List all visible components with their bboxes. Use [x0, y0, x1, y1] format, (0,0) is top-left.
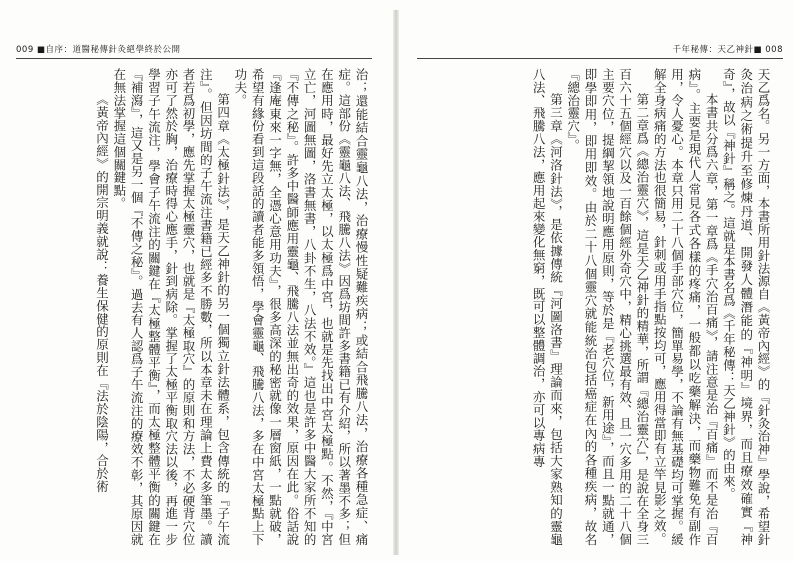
left-paragraph-3: 《黃帝內經》的開宗明義就說：養生保健的原則在『法於陰陽，合於術 [94, 93, 110, 493]
left-header-rule [16, 58, 372, 59]
right-paragraph-4: 第三章《河洛針法》，是依據傳統『河圖洛書』理論而來，包括大家熟知的靈龜八法、飛騰八法，應用起來變化無窮，既可以整體調治，亦可以專病專 [531, 68, 564, 546]
left-paragraph-2: 第四章《太極針法》，是天乙神針的另一個獨立針法體系，包含傳統的『子午流注』。但因坊間的子午流注書籍已經多不勝數，所以本章未在理論上費太多筆墨。讀者若爲初學，應先掌握太極靈穴，也就是『太極取穴』的原則和方法，不必硬背穴位亦可了然於胸，治療時得心應手，針到病除。掌握了太極平衡取穴法以後，再進一步學習子午流注，學會子午流注的關鍵在『太極整體平衡』，而太極整體平衡的關鍵在『補瀉』，這又是另一個『不傳之秘』。過去有人認爲子午流注的療效不彰，其原因就在無法掌握這個關鍵點。 [111, 68, 231, 546]
right-paragraph-2: 本書共分爲六章，第一章爲《手穴治百痛》，請注意是治『百痛』而不是治『百病』。主要是現代人常見各式各樣的疼痛，一般都以吃藥解決，而藥物難免有副作用，令人憂心。本章只用二十八個手部穴位，簡單易學，不論有無基礎均可掌握。緩解全身病痛的方法也很簡易，針刺或用手指點按均可，應用得當即有立竿見影之效。 [652, 68, 720, 546]
left-body-text [40, 68, 370, 546]
right-paragraph-1: 天乙爲名。另一方面，本書所用針法源自《黃帝內經》的『針灸治神』學說，希望針灸治病之術提升至修煉丹道、開發人體潛能的『神明』境界，而且療效確實『神奇』，故以『神針』稱之。這就是本書名爲《千年秘傳：天乙神針》的由來。 [721, 68, 771, 546]
right-body-text [425, 68, 772, 546]
right-header-rule [417, 58, 783, 59]
left-running-header: 009 ■自序：道醫秘傳針灸絕學終於公開 [16, 45, 181, 55]
left-page [0, 0, 396, 561]
left-paragraph-1: 治；還能結合靈龜八法，治療慢性疑難疾病；或結合飛騰八法，治療各種急症、痛症。這部份《靈龜八法、飛騰八法》因爲坊間許多書籍已有介紹，所以著墨不多；但在應用時，最好先立太極，以太極爲中宮，也就是先找出中宮太極點。不然，『中宮立亡，河圖無圖，洛書無書，八卦不生，八法不效。』這也是許多中醫大家所不知的『不傳之秘』。許多中醫師應用靈龜、飛騰八法並無出奇的效果，原因在此。俗話說『逢庵東來一字無，全憑心意用功夫』，很多高深的秘密就像一層窗紙，一點就破，希望有緣份看到這段話的讀者能多領悟，學會靈龜、飛騰八法，多在中宮太極點上下功夫。 [232, 68, 369, 546]
right-paragraph-3: 第二章爲《總治靈穴》，這是天乙神針的精華，所謂『總治靈穴』，是說在全身三百六十五個經穴以及一百餘個經外奇穴中，精心挑選最有效、且一穴多用的二十八個主要穴位，提綱挈領地說明應用原則，等於是『老穴位，新用途』，而且一點就通，即學即用，即用即效。由於二十八個靈穴就能統治包括癌症在內的各種疾病，故名『總治靈穴』。 [565, 68, 650, 546]
right-page [397, 0, 793, 561]
right-running-header: 千年秘傳：天乙神針■ 008 [672, 45, 783, 55]
